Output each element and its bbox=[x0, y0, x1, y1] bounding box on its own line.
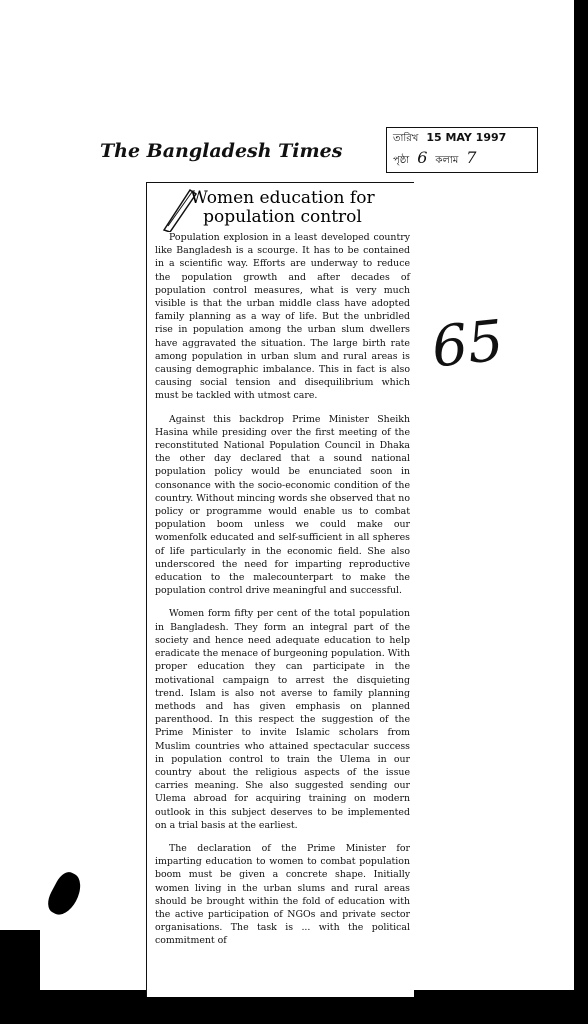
newspaper-masthead: The Bangladesh Times bbox=[100, 140, 343, 162]
scan-edge-right bbox=[574, 0, 588, 1024]
article-paragraph: Population explosion in a least developed country like Bangladesh is a scourge. It has to be contained in a scientific way. Efforts are underway to reduce the population growth and after decades of population control measures, what is very much visible is that the urban middle class have adopted family planning as a way of life. But the unbridled rise in population among the urban slum dwellers have aggravated the situation. The large birth rate among population in urban slum and rural areas is causing demographic imbalance. This in fact is also causing social tension and disequilibrium which must be tackled with utmost care. bbox=[155, 232, 410, 402]
stamp-column: 7 bbox=[466, 148, 477, 167]
article-headline: Women education for population control bbox=[190, 188, 375, 227]
article-paragraph: Against this backdrop Prime Minister Sheikh Hasina while presiding over the first meeting of the reconstituted National Population Council in Dhaka the other day declared that a sound national population policy would be enunciated soon in consonance with the socio-economic condition of the country. Without mincing words she observed that no policy or programme would enable us to combat population boom unless we could make our womenfolk educated and self-sufficient in all spheres of life particularly in the economic field. She also underscored the need for imparting reproductive education to the malecounterpart to make the population control drive meaningful and successful. bbox=[155, 413, 410, 597]
handwritten-number: 65 bbox=[428, 308, 507, 381]
article-clipping bbox=[146, 182, 414, 997]
date-stamp bbox=[386, 127, 538, 173]
stamp-date: 15 MAY 1997 bbox=[426, 131, 507, 144]
article-paragraph: The declaration of the Prime Minister for imparting education to women to combat population boom must be given a concrete shape. Initially women living in the urban slums and rural areas should be brought within the fold of education with the active participation of NGOs and private sector organisations. The task is ... with the political commitment of bbox=[155, 842, 410, 947]
stamp-page-label: পৃষ্ঠা bbox=[393, 155, 410, 166]
article-paragraph: Women form fifty per cent of the total population in Bangladesh. They form an integral part of the society and hence need adequate education to help eradicate the menace of burgeoning population. With proper education they can participate in the motivational campaign to arrest the disquieting trend. Islam is also not averse to family planning methods and has given emphasis on planned parenthood. In this respect the suggestion of the Prime Minister to invite Islamic scholars from Muslim countries who attained spectacular success in population control to train the Ulema in our country about the religious aspects of the issue carries meaning. She also suggested sending our Ulema abroad for acquiring training on modern outlook in this subject deserves to be implemented on a trial basis at the earliest. bbox=[155, 608, 410, 831]
stamp-column-label: কলাম bbox=[435, 155, 459, 166]
article-body bbox=[155, 231, 410, 948]
stamp-page: 6 bbox=[417, 148, 428, 167]
stamp-date-label: তারিখ bbox=[393, 133, 419, 144]
ink-blot bbox=[43, 868, 87, 919]
pen-mark-icon bbox=[160, 186, 200, 232]
